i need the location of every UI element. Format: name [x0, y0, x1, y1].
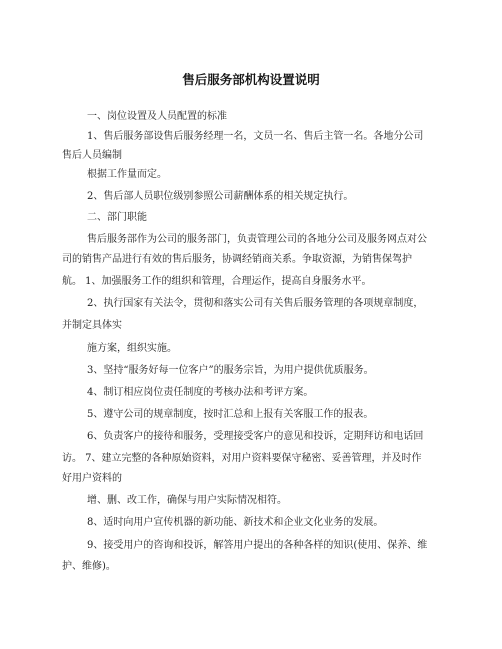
- paragraph-line: 9、接受用户的咨询和投诉，解答用户提出的各种各样的知识(使用、保养、维: [87, 540, 428, 551]
- document-title: 售后服务部机构设置说明: [182, 72, 320, 87]
- paragraph-line: 一、岗位设置及人员配置的标准: [87, 111, 227, 122]
- paragraph-line: 航。 1、加强服务工作的组织和管理，合理运作，提高自身服务水平。: [62, 276, 372, 287]
- paragraph-line: 5、遵守公司的规章制度，按时汇总和上报有关客服工作的报表。: [87, 409, 374, 420]
- paragraph-line: 售后服务部作为公司的服务部门，负责管理公司的各地分公司及服务网点对公: [87, 234, 427, 245]
- paragraph-line: 二、部门职能: [87, 212, 147, 223]
- paragraph-line: 访。 7、建立完整的各种原始资料，对用户资料要保守秘密、妥善管理，并及时作: [62, 453, 422, 464]
- paragraph-line: 2、执行国家有关法令，贯彻和落实公司有关售后服务管理的各项规章制度，: [87, 298, 424, 309]
- paragraph-line: 6、负责客户的接待和服务，受理接受客户的意见和投诉，定期拜访和电话回: [87, 431, 424, 442]
- paragraph-line: 护、维修)。: [62, 561, 116, 572]
- paragraph-line: 施方案，组织实施。: [87, 343, 177, 354]
- paragraph-line: 好用户资料的: [62, 473, 122, 484]
- paragraph-line: 增、删、改工作，确保与用户实际情况相符。: [87, 495, 287, 506]
- paragraph-line: 并制定具体实: [62, 320, 122, 331]
- paragraph-line: 4、制订相应岗位责任制度的考核办法和考评方案。: [87, 387, 314, 398]
- paragraph-line: 售后人员编制: [62, 150, 122, 161]
- paragraph-line: 3、坚持“服务好每一位客户”的服务宗旨，为用户提供优质服务。: [87, 365, 374, 376]
- paragraph-line: 2、售后部人员职位级别参照公司薪酬体系的相关规定执行。: [87, 191, 354, 202]
- paragraph-line: 1、售后服务部设售后服务经理一名，文员一名、售后主管一名。各地分公司: [87, 131, 424, 142]
- paragraph-line: 根据工作量而定。: [87, 169, 167, 180]
- paragraph-line: 8、适时向用户宣传机器的新功能、新技术和企业文化业务的发展。: [87, 517, 384, 528]
- paragraph-line: 司的销售产品进行有效的售后服务，协调经销商关系。争取资源，为销售保驾护: [62, 254, 412, 265]
